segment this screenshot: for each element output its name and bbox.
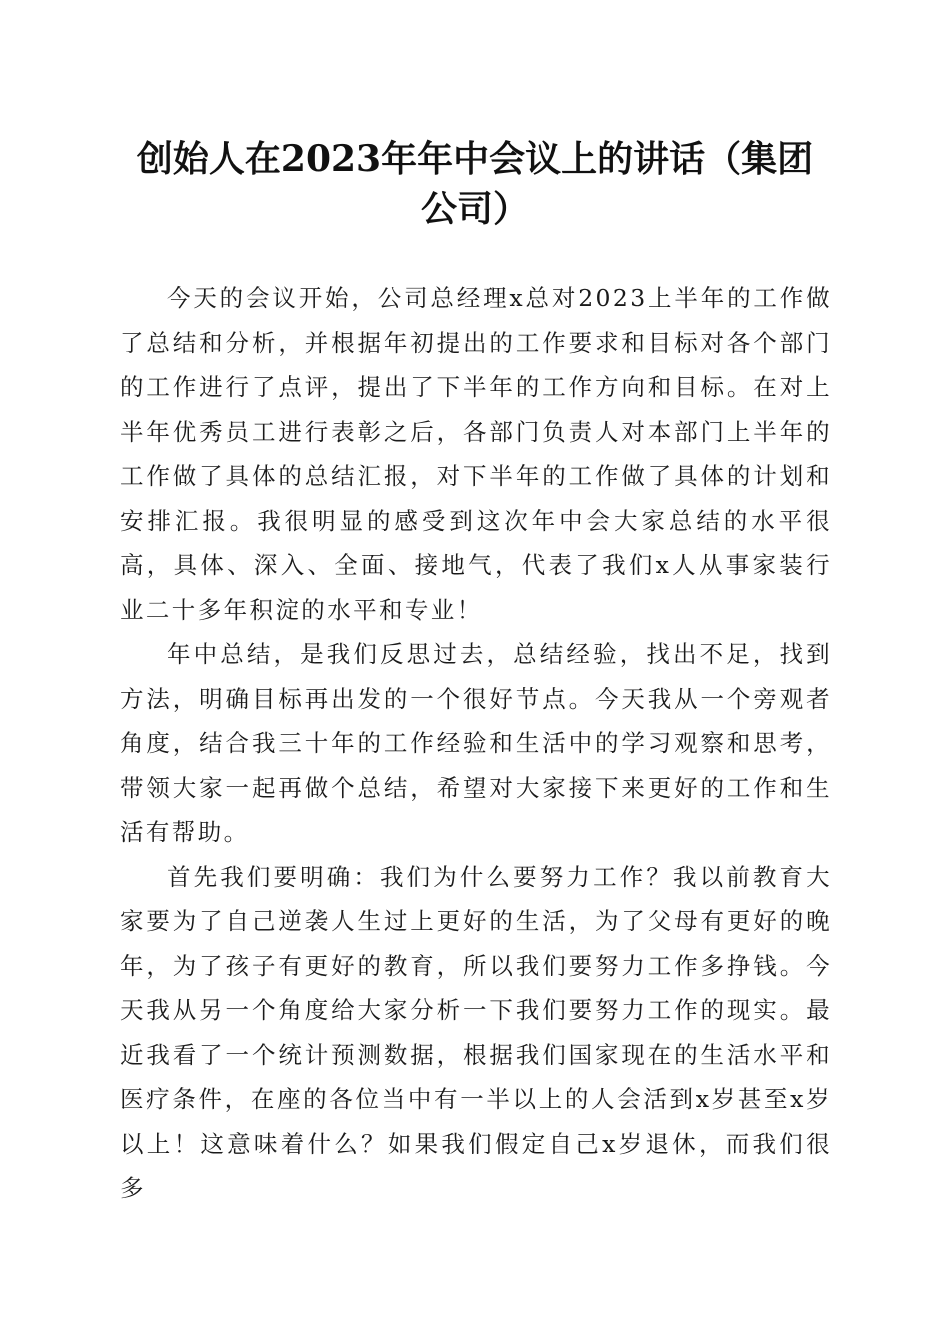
document-title: 创始人在2023年年中会议上的讲话（集团公司） [136,138,814,230]
paragraph-2: 年中总结，是我们反思过去，总结经验，找出不足，找到方法，明确目标再出发的一个很好节点。今天我从一个旁观者角度，结合我三十年的工作经验和生活中的学习观察和思考，带领大家一起再做个总结，希望对大家接下来更好的工作和生活有帮助。 [120,640,832,846]
document-body [120,276,832,1211]
paragraph-1: 今天的会议开始，公司总经理x总对2023上半年的工作做了总结和分析，并根据年初提出的工作要求和目标对各个部门的工作进行了点评，提出了下半年的工作方向和目标。在对上半年优秀员工进行表彰之后，各部门负责人对本部门上半年的工作做了具体的总结汇报，对下半年的工作做了具体的计划和安排汇报。我很明显的感受到这次年中会大家总结的水平很高，具体、深入、全面、接地气，代表了我们x人从事家装行业二十多年积淀的水平和专业！ [120,284,832,624]
paragraph-3: 首先我们要明确：我们为什么要努力工作？我以前教育大家要为了自己逆袭人生过上更好的生活，为了父母有更好的晚年，为了孩子有更好的教育，所以我们要努力工作多挣钱。今天我从另一个角度给大家分析一下我们要努力工作的现实。最近我看了一个统计预测数据，根据我们国家现在的生活水平和医疗条件，在座的各位当中有一半以上的人会活到x岁甚至x岁以上！这意味着什么？如果我们假定自己x岁退休，而我们很多 [120,862,832,1202]
